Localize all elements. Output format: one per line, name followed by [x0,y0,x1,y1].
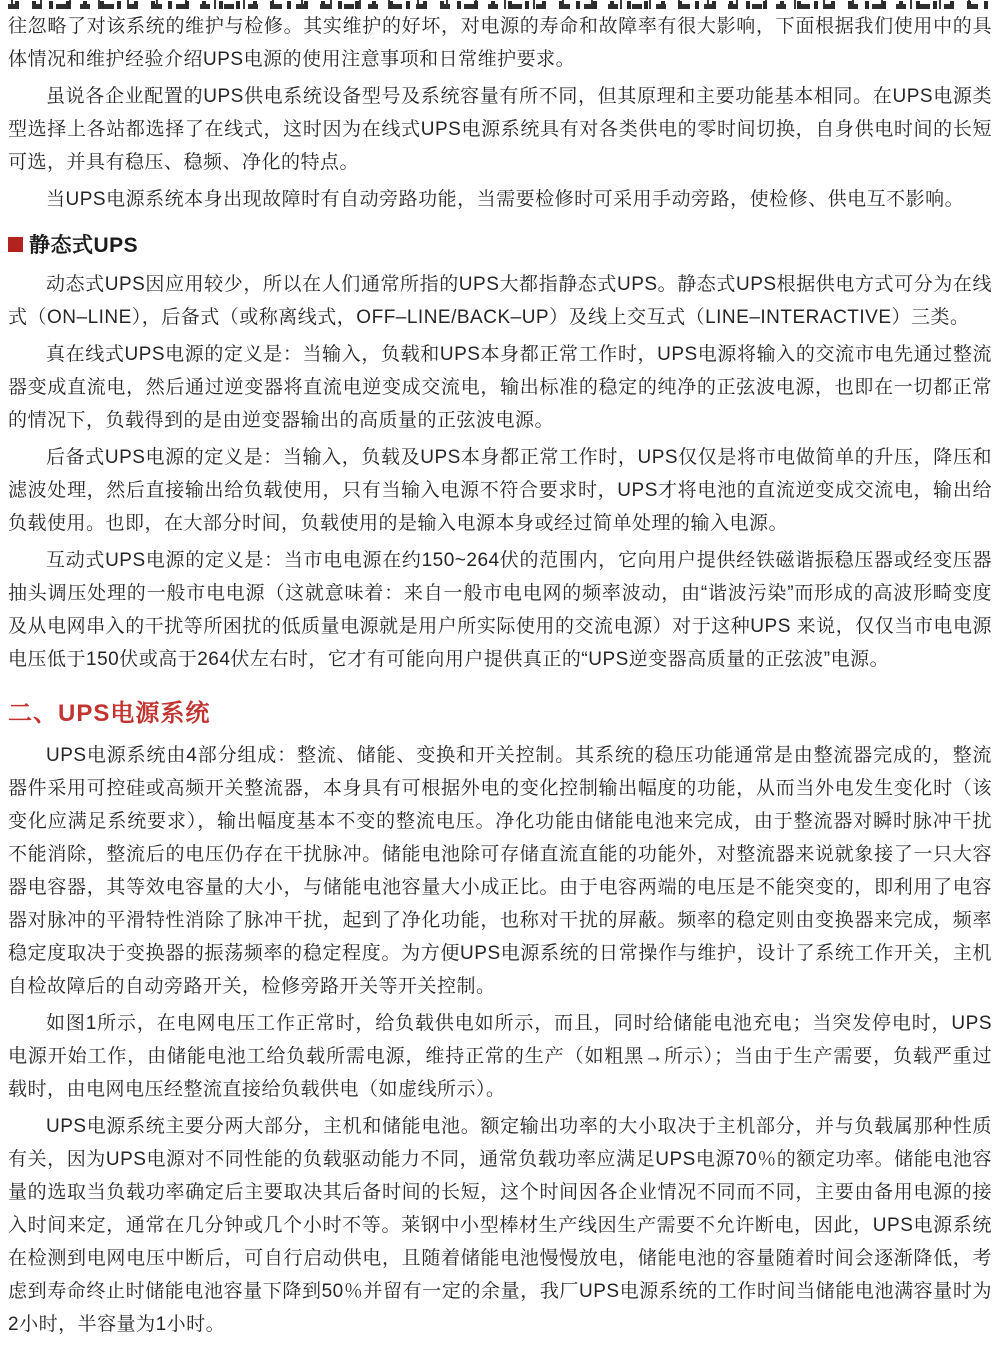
red-square-bullet-icon [8,237,23,252]
section-heading-ups-system: 二、UPS电源系统 [8,700,211,727]
intro-paragraph-2: 虽说各企业配置的UPS供电系统设备型号及系统容量有所不同，但其原理和主要功能基本相同。在UPS电源类型选择上各站都选择了在线式，这时因为在线式UPS电源系统具有对各类供电的零时间切换，自身供电时间的长短可选，并具有稳压、稳频、净化的特点。 [8,86,992,173]
static-ups-paragraph-2: 真在线式UPS电源的定义是：当输入，负载和UPS本身都正常工作时，UPS电源将输入的交流市电先通过整流器变成直流电，然后通过逆变器将直流电逆变成交流电，输出标准的稳定的纯净的正弦波电源，也即在一切都正常的情况下，负载得到的是由逆变器输出的高质量的正弦波电源。 [8,344,992,431]
ups-system-paragraph-2: 如图1所示，在电网电压工作正常时，给负载供电如所示，而且，同时给储能电池充电；当突发停电时，UPS电源开始工作，由储能电池工给负载所需电源，维持正常的生产（如粗黑→所示）；当由于生产需要，负载严重过载时，由电网电压经整流直接给负载供电（如虚线所示）。 [8,1013,992,1100]
static-ups-paragraph-1: 动态式UPS因应用较少，所以在人们通常所指的UPS大都指静态式UPS。静态式UPS根据供电方式可分为在线式（ON–LINE），后备式（或称离线式，OFF–LINE/BACK–UP）及线上交互式（LINE–INTERACTIVE）三类。 [8,274,992,328]
section-heading-static-ups [8,229,992,259]
ups-system-paragraph-1: UPS电源系统由4部分组成：整流、储能、变换和开关控制。其系统的稳压功能通常是由整流器完成的，整流器件采用可控硅或高频开关整流器，本身具有可根据外电的变化控制输出幅度的功能，从而当外电发生变化时（该变化应满足系统要求），输出幅度基本不变的整流电压。净化功能由储能电池来完成，由于整流器对瞬时脉冲干扰不能消除，整流后的电压仍存在干扰脉冲。储能电池除可存储直流直能的功能外，对整流器来说就象接了一只大容器电容器，其等效电容量的大小，与储能电池容量大小成正比。由于电容两端的电压是不能突变的，即利用了电容器对脉冲的平滑特性消除了脉冲干扰，起到了净化功能，也称对干扰的屏蔽。频率的稳定则由变换器来完成，频率稳定度取决于变换器的振荡频率的稳定程度。为方便UPS电源系统的日常操作与维护，设计了系统工作开关，主机自检故障后的自动旁路开关，检修旁路开关等开关控制。 [8,745,992,997]
static-ups-paragraph-3: 后备式UPS电源的定义是：当输入，负载及UPS本身都正常工作时，UPS仅仅是将市电做简单的升压，降压和滤波处理，然后直接输出给负载使用，只有当输入电源不符合要求时，UPS才将电池的直流逆变成交流电，输出给负载使用。也即，在大部分时间，负载使用的是输入电源本身或经过简单处理的输入电源。 [8,447,992,534]
intro-paragraph-1: 往忽略了对该系统的维护与检修。其实维护的好坏，对电源的寿命和故障率有很大影响，下面根据我们使用中的具体情况和维护经验介绍UPS电源的使用注意事项和日常维护要求。 [8,16,992,70]
static-ups-paragraph-4: 互动式UPS电源的定义是：当市电电源在约150~264伏的范围内，它向用户提供经铁磁谐振稳压器或经变压器抽头调压处理的一般市电电源（这就意味着：来自一般市电电网的频率波动，由“谐波污染”而形成的高波形畸变度及从电网串入的干扰等所困扰的低质量电源就是用户所实际使用的交流电源）对于这种UPS 来说，仅仅当市电电源电压低于150伏或高于264伏左右时，它才有可能向用户提供真正的“UPS逆变器高质量的正弦波”电源。 [8,550,992,670]
ups-system-paragraph-3: UPS电源系统主要分两大部分，主机和储能电池。额定输出功率的大小取决于主机部分，并与负载属那种性质有关，因为UPS电源对不同性能的负载驱动能力不同，通常负载功率应满足UPS电源70％的额定功率。储能电池容量的选取当负载功率确定后主要取决其后备时间的长短，这个时间因各企业情况不同而不同，主要由备用电源的接入时间来定，通常在几分钟或几个小时不等。莱钢中小型棒材生产线因生产需要不允许断电，因此，UPS电源系统在检测到电网电压中断后，可自行启动供电，且随着储能电池慢慢放电，储能电池的容量随着时间会逐渐降低，考虑到寿命终止时储能电池容量下降到50％并留有一定的余量，我厂UPS电源系统的工作时间当储能电池满容量时为2小时，半容量为1小时。 [8,1116,992,1335]
section-heading-static-text: 静态式UPS [29,234,139,257]
intro-paragraph-3: 当UPS电源系统本身出现故障时有自动旁路功能，当需要检修时可采用手动旁路，使检修、供电互不影响。 [46,189,965,210]
clipped-previous-line [8,0,992,9]
